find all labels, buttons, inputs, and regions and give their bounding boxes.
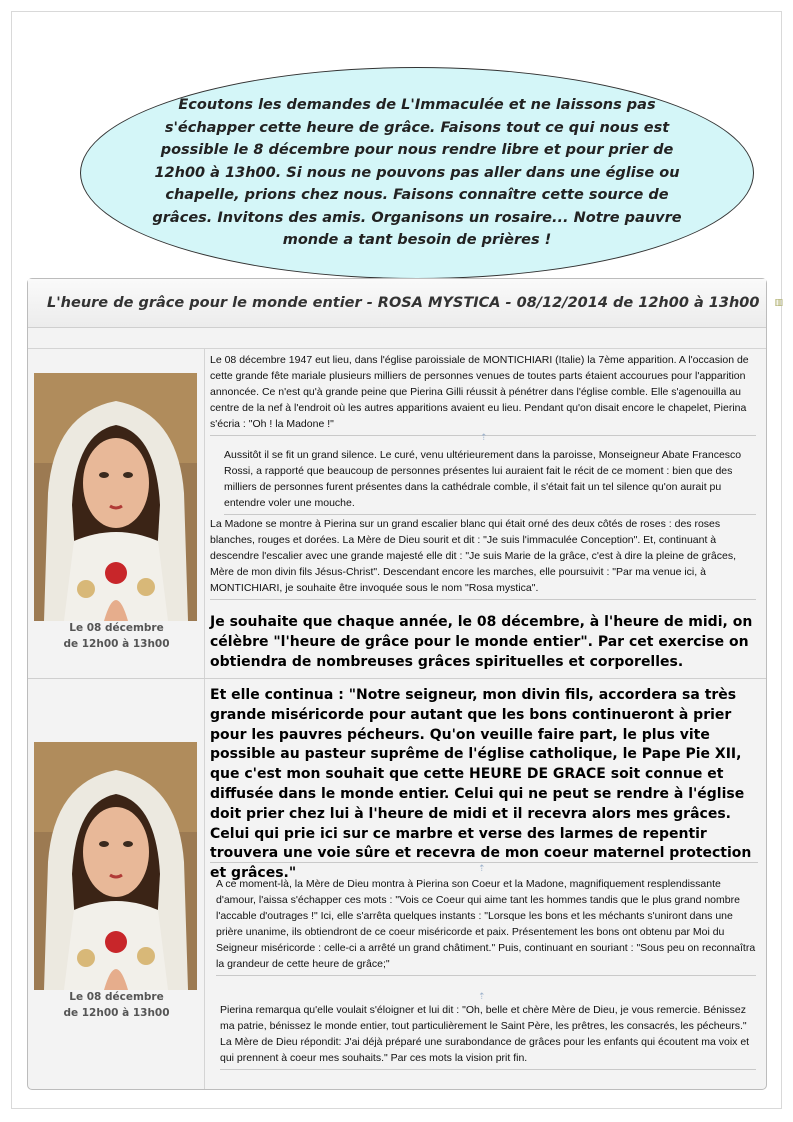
pin-icon: ⇡: [480, 433, 488, 443]
intro-oval: [80, 67, 754, 279]
chart-icon[interactable]: ▥: [774, 298, 783, 308]
content-row-1: [28, 348, 766, 679]
photo-caption: Le 08 décembre de 12h00 à 13h00: [63, 622, 170, 650]
pin-icon: ⇡: [478, 864, 486, 874]
image-column: [28, 349, 205, 678]
post-paragraph: Aussitôt il se fit un grand silence. Le curé, venu ultérieurement dans la paroisse, Monseigneur Abate Francesco Rossi, a rapporté que beaucoup de personnes présentes lui auraient fait le récit de ce moment : bien que des milliers de personnes furent présentes dans la cathédrale comble, il s'était fait un tel silence qu'on aurait pu entendre voler une mouche.: [224, 447, 756, 515]
post-paragraph: Le 08 décembre 1947 eut lieu, dans l'église paroissiale de MONTICHIARI (Italie) la 7ème apparition. A l'occasion de cette grande fête mariale plusieurs milliers de personnes venues de toutes parts étaient accourues pour l'apparition annoncée. Ce n'est qu'à grande peine que Pierina Gilli réussit à pénétrer dans l'église comble. Elle s'agenouilla au centre de la nef à l'endroit où les autres apparitions avaient eu lieu. Pendant qu'on disait encore le chapelet, Pierina s'écria : "Oh ! la Madone !": [210, 352, 756, 436]
panel-header: [28, 279, 783, 328]
text-column: [206, 349, 766, 678]
post-paragraph: Pierina remarqua qu'elle voulait s'éloigner et lui dit : "Oh, belle et chère Mère de Dieu, je vous remercie. Bénissez ma patrie, bénissez le monde entier, tout particulièrement le Saint Père, les prêtres, les consacrés, les pécheurs." La Mère de Dieu répondit: J'ai déjà préparé une surabondance de grâces pour les enfants qui écoutent ma voix et qui prennent à coeur mes souhaits." Par ces mots la vision prit fin.: [220, 1002, 756, 1070]
madonna-photo: [34, 742, 197, 990]
post-paragraph: La Madone se montre à Pierina sur un grand escalier blanc qui était orné des deux côtés de roses : des roses blanches, rouges et dorées. La Mère de Dieu sourit et dit : "Je suis l'immaculée Conception". Et, continuant à descendre l'escalier avec une grande majesté elle dit : "Je suis Marie de la grâce, c'est à dire la pleine de grâces, Mère de mon divin fils Jésus-Christ". Descendant encore les marches, elle poursuivit : "Par ma venue ici, à MONTICHIARI, je souhaite être invoquée sous le nom "Rosa mystica".: [210, 516, 756, 600]
divider: [210, 862, 758, 863]
intro-text: Ecoutons les demandes de L'Immaculée et ne laissons pas s'échapper cette heure de grâce. Faisons tout ce qui nous est possible le 8 décembre pour nous rendre libre et pour prier de 12h00 à 13h00. Si nous ne pouvons pas aller dans une église ou chapelle, prions chez nous. Faisons connaître cette source de grâces. Invitons des amis. Organisons un rosaire... Notre pauvre monde a tant besoin de prières !: [152, 97, 682, 249]
highlight-paragraph: Je souhaite que chaque année, le 08 décembre, à l'heure de midi, on célèbre "l'heure de grâce pour le monde entier". Par cet exercise on obtiendra de nombreuses grâces spirituelles et corporelles.: [210, 614, 753, 670]
content-row-2: [28, 679, 766, 1089]
photo-caption: Le 08 décembre de 12h00 à 13h00: [63, 991, 170, 1019]
panel-title: L'heure de grâce pour le monde entier - ROSA MYSTICA - 08/12/2014 de 12h00 à 13h00: [47, 295, 760, 311]
highlight-paragraph: Et elle continua : "Notre seigneur, mon divin fils, accordera sa très grande miséricorde pour autant que les bons continueront à prier pour les pauvres pécheurs. Qu'on veuille faire part, le plus vite possible au pasteur suprême de l'église catholique, le Pape Pie XII, que c'est mon souhait que cette HEURE DE GRACE soit connue et diffusée dans le monde entier. Celui qui ne peut se rendre à l'église doit prier chez lui à l'heure de midi et il recevra alors mes grâces. Celui qui prie ici sur ce marbre et verse des larmes de repentir trouvera une voie sûre et recevra de mon coeur maternel protection et grâces.": [210, 687, 752, 882]
article-panel: [27, 278, 783, 1090]
image-column: [28, 679, 205, 1089]
text-column: [206, 679, 766, 1089]
pin-icon: ⇡: [478, 992, 486, 1002]
post-paragraph: A ce moment-là, la Mère de Dieu montra à Pierina son Coeur et la Madone, magnifiquement resplendissante d'amour, l'aissa s'échapper ces mots : "Vois ce Coeur qui aime tant les hommes tandis que le plus grand nombre l'accable d'outrages !" Ici, elle s'arrêta quelques instants : "Lorsque les bons et les méchants s'uniront dans une prière unanime, ils obtiendront de ce coeur miséricorde et paix. Présentement les bons ont obtenu par Moi du Seigneur miséricorde : celle-ci a arrêté un grand châtiment." Puis, continuant en souriant : "Sous peu on reconnaîtra la grandeur de cette heure de grâce;": [216, 876, 756, 976]
madonna-photo: [34, 373, 197, 621]
